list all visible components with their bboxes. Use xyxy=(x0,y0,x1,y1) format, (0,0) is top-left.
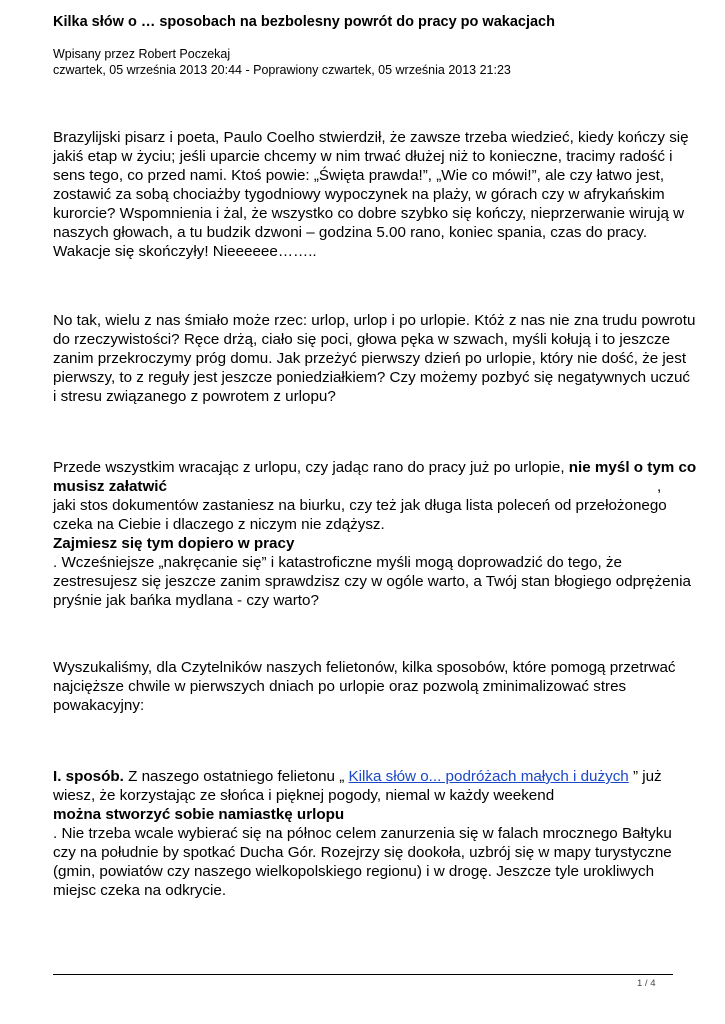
text-bold: musisz załatwić xyxy=(53,478,167,495)
related-article-link[interactable]: Kilka słów o... podróżach małych i dużych xyxy=(348,768,629,785)
text-line xyxy=(53,767,673,786)
text-line: jakiś etap w życiu; jeśli uparcie chcemy w nim trwać dłużej niż to konieczne, tracimy radość i xyxy=(53,148,673,165)
text-line: jaki stos dokumentów zastaniesz na biurku, czy też jak długa lista poleceń od przełożonego xyxy=(53,497,667,514)
text-line: czy na południe by spotkać Ducha Gór. Rozejrzy się dookoła, uzbrój się w mapy turystyczne xyxy=(53,844,672,861)
article-title: Kilka słów o … sposobach na bezbolesny powrót do pracy po wakacjach xyxy=(53,14,555,30)
text-line: do rzeczywistości? Ręce drżą, ciało się poci, głowa pęka w szwach, myśli kołują i to jeszcze xyxy=(53,331,671,348)
text-line: Wyszukaliśmy, dla Czytelników naszych felietonów, kilka sposobów, które pomogą przetrwać xyxy=(53,659,676,676)
text-line: czeka na Ciebie i dlaczego z niczym nie zdążysz. xyxy=(53,516,385,533)
text-plain: ” już xyxy=(628,768,662,785)
text-line: . Nie trzeba wcale wybierać się na północ celem zanurzenia się w falach mrocznego Bałtyku xyxy=(53,825,672,842)
paragraph-intro xyxy=(53,128,689,261)
paragraph-way-1 xyxy=(53,767,673,900)
text-line: (gmin, powiatów czy naszego wielkopolskiego regionu) i w drogę. Jeszcze tyle urokliwych xyxy=(53,863,655,880)
text-line: zestresujesz się jeszcze zanim sprawdzisz czy w ogóle warto, a Twój stan błogiego odprężenia xyxy=(53,573,691,590)
text-line: No tak, wielu z nas śmiało może rzec: urlop, urlop i po urlopie. Któż z nas nie zna trudu powrotu xyxy=(53,312,696,329)
comma: , xyxy=(657,478,662,495)
paragraph-ways-intro xyxy=(53,658,676,715)
text-line: wiesz, że korzystając ze słońca i pięknej pogody, niemal w każdy weekend xyxy=(53,787,555,804)
text-line: kurorcie? Wspomnienia i żal, że wszystko co dobre szybko się kończy, nieprzerwanie wirują w xyxy=(53,205,685,222)
date-line: czwartek, 05 września 2013 20:44 - Poprawiony czwartek, 05 września 2013 21:23 xyxy=(53,63,511,77)
text-line: zostawić za sobą chociażby tygodniowy wypoczynek na plaży, w górach czy w afrykańskim xyxy=(53,186,665,203)
text-line: Brazylijski pisarz i poeta, Paulo Coelho stwierdził, że zawsze trzeba wiedzieć, kiedy kończy się xyxy=(53,129,689,146)
text-line: . Wcześniejsze „nakręcanie się” i katastroficzne myśli mogą doprowadzić do tego, że xyxy=(53,554,622,571)
text-line: pryśnie jak bańka mydlana - czy warto? xyxy=(53,592,319,609)
text-line: Wakacje się skończyły! Nieeeeee…….. xyxy=(53,243,317,260)
text-line: i stresu związanego z powrotem z urlopu? xyxy=(53,388,336,405)
paragraph-urlop xyxy=(53,311,696,406)
page-number: 1 / 4 xyxy=(637,978,656,989)
text-line: powakacyjny: xyxy=(53,697,145,714)
text-line: zanim przekroczymy próg domu. Jak przeżyć pierwszy dzień po urlopie, który nie dość, że jest xyxy=(53,350,687,367)
text-line: sens tego, co przed nami. Ktoś powie: „Święta prawda!”, „Wie co mówi!”, ale czy łatwo jest, xyxy=(53,167,665,184)
text-line: naszych głowach, a tu budzik dzwoni – godzina 5.00 rano, koniec spania, czas do pracy. xyxy=(53,224,648,241)
author-line: Wpisany przez Robert Poczekaj xyxy=(53,47,231,61)
way-label: I. sposób. xyxy=(53,768,124,785)
text-line: miejsc czeka na odkrycie. xyxy=(53,882,227,899)
text-line-bold: można stworzyć sobie namiastkę urlopu xyxy=(53,806,345,823)
footer-divider xyxy=(53,974,673,975)
text-bold: nie myśl o tym co xyxy=(568,459,697,476)
text-plain: Przede wszystkim wracając z urlopu, czy jadąc rano do pracy już po urlopie, xyxy=(53,459,569,476)
text-line: najcięższe chwile w pierwszych dniach po urlopie oraz pozwolą zminimalizować stres xyxy=(53,678,627,695)
text-line xyxy=(53,458,697,477)
text-line-bold: Zajmiesz się tym dopiero w pracy xyxy=(53,535,295,552)
paragraph-advice xyxy=(53,458,697,610)
text-line: pierwszy, to z reguły jest jeszcze poniedziałkiem? Czy możemy pozbyć się negatywnych uczuć xyxy=(53,369,691,386)
text-plain: Z naszego ostatniego felietonu „ xyxy=(123,768,349,785)
article-meta xyxy=(53,46,693,78)
text-line xyxy=(53,477,673,496)
